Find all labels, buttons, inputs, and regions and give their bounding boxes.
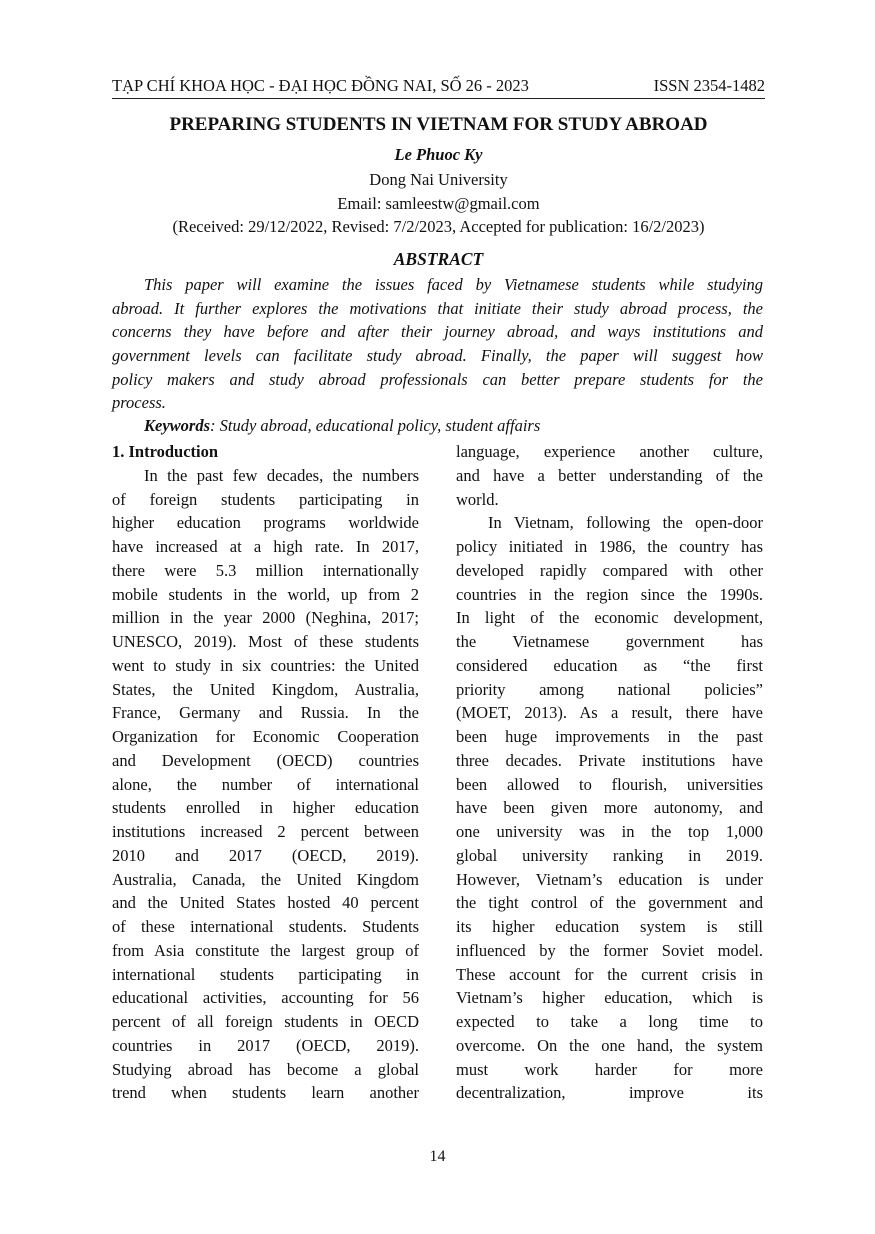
right-column [456, 440, 763, 1105]
body-line: decentralization, improve its [456, 1083, 763, 1103]
body-line: In Vietnam, following the open-door [488, 513, 763, 533]
abstract-line: policy makers and study abroad professionals can better prepare students for the [112, 369, 763, 389]
page-number: 14 [429, 1148, 446, 1165]
body-line: have increased at a high rate. In 2017, [112, 537, 419, 556]
body-line: global university ranking in 2019. [456, 845, 763, 865]
body-line: priority among national policies” [456, 679, 763, 699]
body-line: of foreign students participating in [112, 489, 419, 509]
keywords [144, 416, 540, 436]
body-line: been allowed to flourish, universities [456, 774, 763, 794]
body-line: overcome. On the one hand, the system [456, 1035, 763, 1055]
body-line: students enrolled in higher education [112, 798, 419, 818]
body-line: and have a better understanding of the [456, 465, 763, 485]
body-line: there were 5.3 million internationally [112, 560, 419, 580]
body-line: policy initiated in 1986, the country has [456, 537, 763, 556]
abstract-body [112, 273, 763, 415]
affiliation: Dong Nai University [369, 170, 508, 189]
section-heading: 1. Introduction [112, 442, 219, 461]
body-line: world. [456, 489, 499, 509]
body-line: and Development (OECD) countries [112, 750, 419, 770]
body-line: three decades. Private institutions have [456, 750, 763, 770]
body-line: Australia, Canada, the United Kingdom [112, 869, 419, 889]
body-line: expected to take a long time to [456, 1012, 763, 1031]
keywords-list: : Study abroad, educational policy, student affairs [210, 416, 541, 435]
body-line: institutions increased 2 percent between [112, 822, 419, 841]
body-line: one university was in the top 1,000 [456, 822, 763, 841]
body-line: Studying abroad has become a global [112, 1059, 419, 1079]
body-line: UNESCO, 2019). Most of these students [112, 632, 419, 651]
body-line: In the past few decades, the numbers [144, 465, 419, 485]
issn: ISSN 2354-1482 [653, 76, 765, 95]
abstract-line: This paper will examine the issues faced by Vietnamese students while studying [144, 275, 763, 294]
body-line: the Vietnamese government has [456, 632, 763, 651]
journal-name: TẠP CHÍ KHOA HỌC - ĐẠI HỌC ĐỒNG NAI, SỐ 26 - 2023 [112, 76, 529, 95]
body-line: 2010 and 2017 (OECD, 2019). [112, 845, 419, 865]
body-line: must work harder for more [456, 1059, 763, 1079]
abstract-line: process. [112, 393, 166, 413]
abstract-line: government levels can facilitate study abroad. Finally, the paper will suggest how [112, 346, 763, 366]
body-line: countries in the region since the 1990s. [456, 584, 763, 604]
body-line: of these international students. Students [112, 917, 419, 936]
body-line: influenced by the former Soviet model. [456, 940, 763, 960]
body-line: France, Germany and Russia. In the [112, 703, 419, 723]
body-line: countries in 2017 (OECD, 2019). [112, 1035, 419, 1055]
body-line: million in the year 2000 (Neghina, 2017; [112, 608, 419, 628]
abstract-heading: ABSTRACT [393, 249, 484, 269]
article-title: PREPARING STUDENTS IN VIETNAM FOR STUDY ABROAD [169, 114, 708, 135]
body-line: educational activities, accounting for 56 [112, 988, 419, 1008]
body-line: developed rapidly compared with other [456, 560, 763, 580]
body-line: went to study in six countries: the United [112, 655, 419, 675]
body-line: Vietnam’s higher education, which is [456, 988, 763, 1008]
body-line: mobile students in the world, up from 2 [112, 584, 419, 604]
body-line: States, the United Kingdom, Australia, [112, 679, 419, 699]
running-header [112, 76, 765, 99]
body-line: These account for the current crisis in [456, 964, 763, 984]
author-email: Email: samleestw@gmail.com [337, 194, 540, 213]
keywords-label: Keywords [144, 416, 210, 435]
body-line: alone, the number of international [112, 774, 419, 794]
body-line: (MOET, 2013). As a result, there have [456, 703, 763, 723]
body-line: trend when students learn another [112, 1083, 419, 1103]
body-line: from Asia constitute the largest group of [112, 940, 419, 960]
body-line: However, Vietnam’s education is under [456, 869, 763, 889]
body-line: the tight control of the government and [456, 893, 763, 913]
body-line: considered education as “the first [456, 655, 763, 675]
left-column [112, 440, 419, 1105]
body-line: Organization for Economic Cooperation [112, 727, 419, 746]
body-line: international students participating in [112, 964, 419, 984]
body-line: have been given more autonomy, and [456, 798, 763, 818]
body-line: higher education programs worldwide [112, 513, 419, 533]
body-line: language, experience another culture, [456, 442, 763, 461]
body-line: its higher education system is still [456, 917, 763, 936]
abstract-line: abroad. It further explores the motivations that initiate their study abroad process, the [112, 298, 763, 318]
author-name: Le Phuoc Ky [394, 145, 483, 164]
body-line: In light of the economic development, [456, 608, 763, 628]
abstract-line: concerns they have before and after their journey abroad, and ways institutions and [112, 322, 763, 342]
body-line: been huge improvements in the past [456, 727, 763, 746]
publication-dates: (Received: 29/12/2022, Revised: 7/2/2023, Accepted for publication: 16/2/2023) [172, 217, 705, 236]
body-line: and the United States hosted 40 percent [112, 893, 419, 913]
body-line: percent of all foreign students in OECD [112, 1012, 419, 1031]
